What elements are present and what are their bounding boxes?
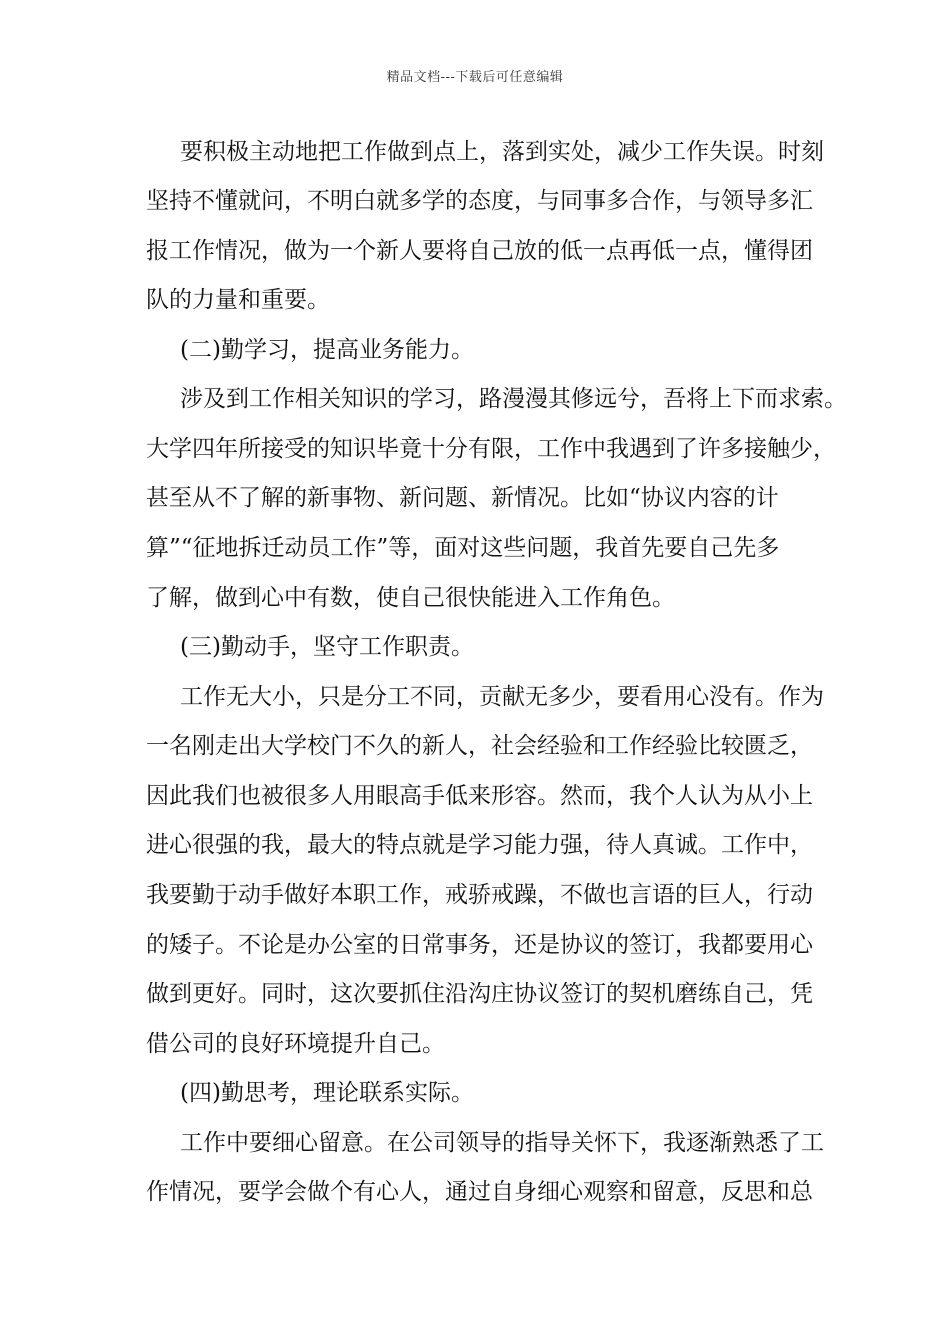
- paragraph-line: 工作无大小，只是分工不同，贡献无多少，要看用心没有。作为: [180, 684, 824, 710]
- paragraph-line: 坚持不懂就问，不明白就多学的态度，与同事多合作，与领导多汇: [146, 188, 813, 214]
- paragraph-line: 借公司的良好环境提升自己。: [146, 1031, 445, 1057]
- paragraph-line: 作情况，要学会做个有心人，通过自身细心观察和留意，反思和总: [146, 1179, 813, 1205]
- paragraph-line: 报工作情况，做为一个新人要将自己放的低一点再低一点，懂得团: [146, 238, 813, 264]
- paragraph-line: 大学四年所接受的知识毕竟十分有限，工作中我遇到了许多接触少，: [146, 436, 836, 462]
- paragraph-line: 的矮子。不论是办公室的日常事务，还是协议的签订，我都要用心: [146, 932, 813, 958]
- paragraph-line: 因此我们也被很多人用眼高手低来形容。然而，我个人认为从小上: [146, 783, 813, 809]
- paragraph-line: 我要勤于动手做好本职工作，戒骄戒躁，不做也言语的巨人，行动: [146, 882, 813, 908]
- paragraph-line: 进心很强的我，最大的特点就是学习能力强，待人真诚。工作中，: [146, 832, 813, 858]
- paragraph-line: 工作中要细心留意。在公司领导的指导关怀下，我逐渐熟悉了工: [180, 1130, 824, 1156]
- section-heading: (三)勤动手，坚守工作职责。: [180, 634, 474, 660]
- paragraph-line: 一名刚走出大学校门不久的新人，社会经验和工作经验比较匮乏，: [146, 733, 813, 759]
- section-heading: (二)勤学习，提高业务能力。: [180, 337, 474, 363]
- paragraph-line: 要积极主动地把工作做到点上，落到实处，减少工作失误。时刻: [180, 139, 824, 165]
- page-header: 精品文档---下载后可任意编辑: [386, 70, 564, 85]
- paragraph-line: 了解，做到心中有数，使自己很快能进入工作角色。: [146, 585, 675, 611]
- section-heading: (四)勤思考，理论联系实际。: [180, 1080, 474, 1106]
- paragraph-line: 队的力量和重要。: [146, 287, 330, 313]
- paragraph-line: 甚至从不了解的新事物、新问题、新情况。比如“协议内容的计: [146, 485, 779, 511]
- paragraph-line: 算”“征地拆迁动员工作”等，面对这些问题，我首先要自己先多: [146, 535, 780, 561]
- paragraph-line: 涉及到工作相关知识的学习，路漫漫其修远兮，吾将上下而求索。: [180, 386, 847, 412]
- paragraph-line: 做到更好。同时，这次要抓住沿沟庄协议签订的契机磨练自己，凭: [146, 981, 813, 1007]
